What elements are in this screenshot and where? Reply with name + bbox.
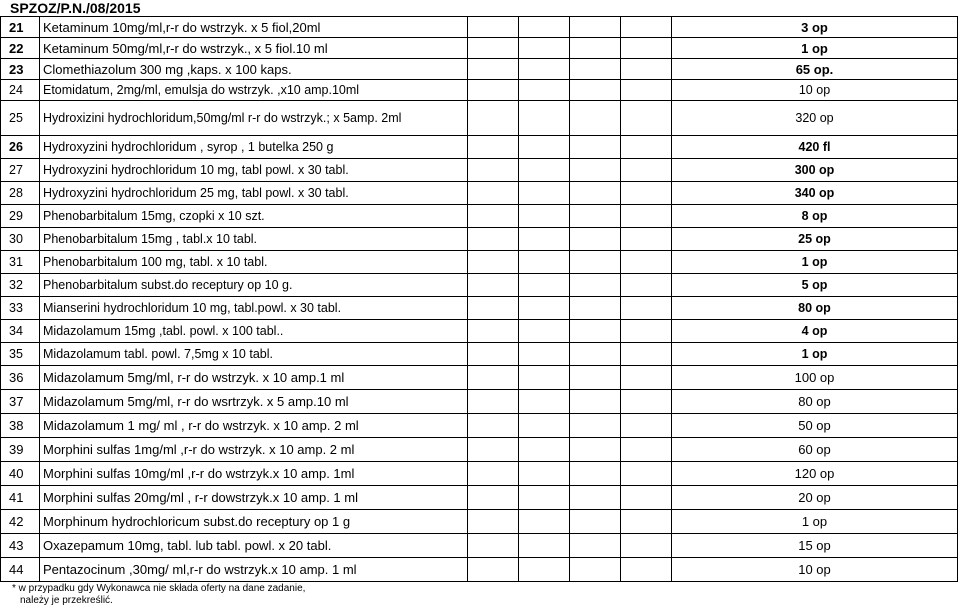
item-name: Phenobarbitalum 15mg, czopki x 10 szt.: [40, 205, 468, 228]
row-number: 31: [1, 251, 40, 274]
table-row: [1, 251, 958, 274]
table-row: [1, 80, 958, 101]
item-name: Morphini sulfas 1mg/ml ,r-r do wstrzyk. x 10 amp. 2 ml: [40, 438, 468, 462]
row-number: 43: [1, 534, 40, 558]
table-row: [1, 17, 958, 38]
table-row: [1, 59, 958, 80]
document-code: SPZOZ/P.N./08/2015: [10, 0, 141, 16]
row-number: 24: [1, 80, 40, 101]
item-name: Hydroxizini hydrochloridum,50mg/ml r-r do wstrzyk.; x 5amp. 2ml: [40, 101, 468, 136]
row-number: 23: [1, 59, 40, 80]
item-quantity: 100 op: [672, 366, 958, 390]
table-row: [1, 510, 958, 534]
item-quantity: 300 op: [672, 159, 958, 182]
table-row: [1, 414, 958, 438]
table-row: [1, 182, 958, 205]
item-name: Morphinum hydrochloricum subst.do receptury op 1 g: [40, 510, 468, 534]
item-name: Phenobarbitalum 15mg , tabl.x 10 tabl.: [40, 228, 468, 251]
row-number: 21: [1, 17, 40, 38]
table-row: [1, 486, 958, 510]
row-number: 41: [1, 486, 40, 510]
footnote-line-1: * w przypadku gdy Wykonawca nie składa oferty na dane zadanie,: [12, 583, 306, 594]
item-name: Mianserini hydrochloridum 10 mg, tabl.powl. x 30 tabl.: [40, 297, 468, 320]
table-row: [1, 228, 958, 251]
row-number: 44: [1, 558, 40, 582]
item-quantity: 60 op: [672, 438, 958, 462]
item-quantity: 10 op: [672, 80, 958, 101]
row-number: 36: [1, 366, 40, 390]
item-quantity: 15 op: [672, 534, 958, 558]
row-number: 42: [1, 510, 40, 534]
table-row: [1, 390, 958, 414]
item-quantity: 340 op: [672, 182, 958, 205]
table-row: [1, 136, 958, 159]
item-name: Midazolamum tabl. powl. 7,5mg x 10 tabl.: [40, 343, 468, 366]
item-quantity: 20 op: [672, 486, 958, 510]
table-row: [1, 343, 958, 366]
item-name: Phenobarbitalum 100 mg, tabl. x 10 tabl.: [40, 251, 468, 274]
item-name: Morphini sulfas 20mg/ml , r-r dowstrzyk.x 10 amp. 1 ml: [40, 486, 468, 510]
footnote-line-2: należy je przekreślić.: [20, 595, 113, 606]
item-name: Etomidatum, 2mg/ml, emulsja do wstrzyk. ,x10 amp.10ml: [40, 80, 468, 101]
item-name: Ketaminum 50mg/ml,r-r do wstrzyk., x 5 fiol.10 ml: [40, 38, 468, 59]
row-number: 22: [1, 38, 40, 59]
item-quantity: 320 op: [672, 101, 958, 136]
item-name: Midazolamum 1 mg/ ml , r-r do wstrzyk. x 10 amp. 2 ml: [40, 414, 468, 438]
item-quantity: 50 op: [672, 414, 958, 438]
item-name: Midazolamum 15mg ,tabl. powl. x 100 tabl..: [40, 320, 468, 343]
row-number: 39: [1, 438, 40, 462]
table-row: [1, 101, 958, 136]
item-quantity: 5 op: [672, 274, 958, 297]
item-name: Clomethiazolum 300 mg ,kaps. x 100 kaps.: [40, 59, 468, 80]
table-row: [1, 159, 958, 182]
table-row: [1, 462, 958, 486]
table-row: [1, 205, 958, 228]
item-quantity: 8 op: [672, 205, 958, 228]
item-name: Oxazepamum 10mg, tabl. lub tabl. powl. x 20 tabl.: [40, 534, 468, 558]
item-name: Midazolamum 5mg/ml, r-r do wsrtrzyk. x 5 amp.10 ml: [40, 390, 468, 414]
row-number: 30: [1, 228, 40, 251]
item-quantity: 65 op.: [672, 59, 958, 80]
table-row: [1, 534, 958, 558]
table-row: [1, 320, 958, 343]
row-number: 33: [1, 297, 40, 320]
item-name: Hydroxyzini hydrochloridum , syrop , 1 butelka 250 g: [40, 136, 468, 159]
item-quantity: 1 op: [672, 38, 958, 59]
item-quantity: 1 op: [672, 510, 958, 534]
item-quantity: 10 op: [672, 558, 958, 582]
row-number: 25: [1, 101, 40, 136]
row-number: 29: [1, 205, 40, 228]
item-name: Midazolamum 5mg/ml, r-r do wstrzyk. x 10 amp.1 ml: [40, 366, 468, 390]
table-row: [1, 558, 958, 582]
row-number: 38: [1, 414, 40, 438]
table-row: [1, 38, 958, 59]
table-row: [1, 438, 958, 462]
row-number: 27: [1, 159, 40, 182]
item-quantity: 4 op: [672, 320, 958, 343]
row-number: 37: [1, 390, 40, 414]
item-quantity: 3 op: [672, 17, 958, 38]
item-name: Ketaminum 10mg/ml,r-r do wstrzyk. x 5 fiol,20ml: [40, 17, 468, 38]
item-quantity: 120 op: [672, 462, 958, 486]
row-number: 35: [1, 343, 40, 366]
row-number: 26: [1, 136, 40, 159]
row-number: 32: [1, 274, 40, 297]
item-name: Pentazocinum ,30mg/ ml,r-r do wstrzyk.x 10 amp. 1 ml: [40, 558, 468, 582]
row-number: 34: [1, 320, 40, 343]
row-number: 28: [1, 182, 40, 205]
item-quantity: 1 op: [672, 343, 958, 366]
table-row: [1, 297, 958, 320]
table-row: [1, 274, 958, 297]
footnote: [12, 583, 305, 607]
item-name: Hydroxyzini hydrochloridum 10 mg, tabl powl. x 30 tabl.: [40, 159, 468, 182]
item-quantity: 1 op: [672, 251, 958, 274]
items-table: [0, 16, 958, 582]
table-row: [1, 366, 958, 390]
item-name: Morphini sulfas 10mg/ml ,r-r do wstrzyk.x 10 amp. 1ml: [40, 462, 468, 486]
item-quantity: 420 fl: [672, 136, 958, 159]
item-quantity: 80 op: [672, 297, 958, 320]
row-number: 40: [1, 462, 40, 486]
item-quantity: 80 op: [672, 390, 958, 414]
item-name: Hydroxyzini hydrochloridum 25 mg, tabl powl. x 30 tabl.: [40, 182, 468, 205]
item-quantity: 25 op: [672, 228, 958, 251]
item-name: Phenobarbitalum subst.do receptury op 10 g.: [40, 274, 468, 297]
